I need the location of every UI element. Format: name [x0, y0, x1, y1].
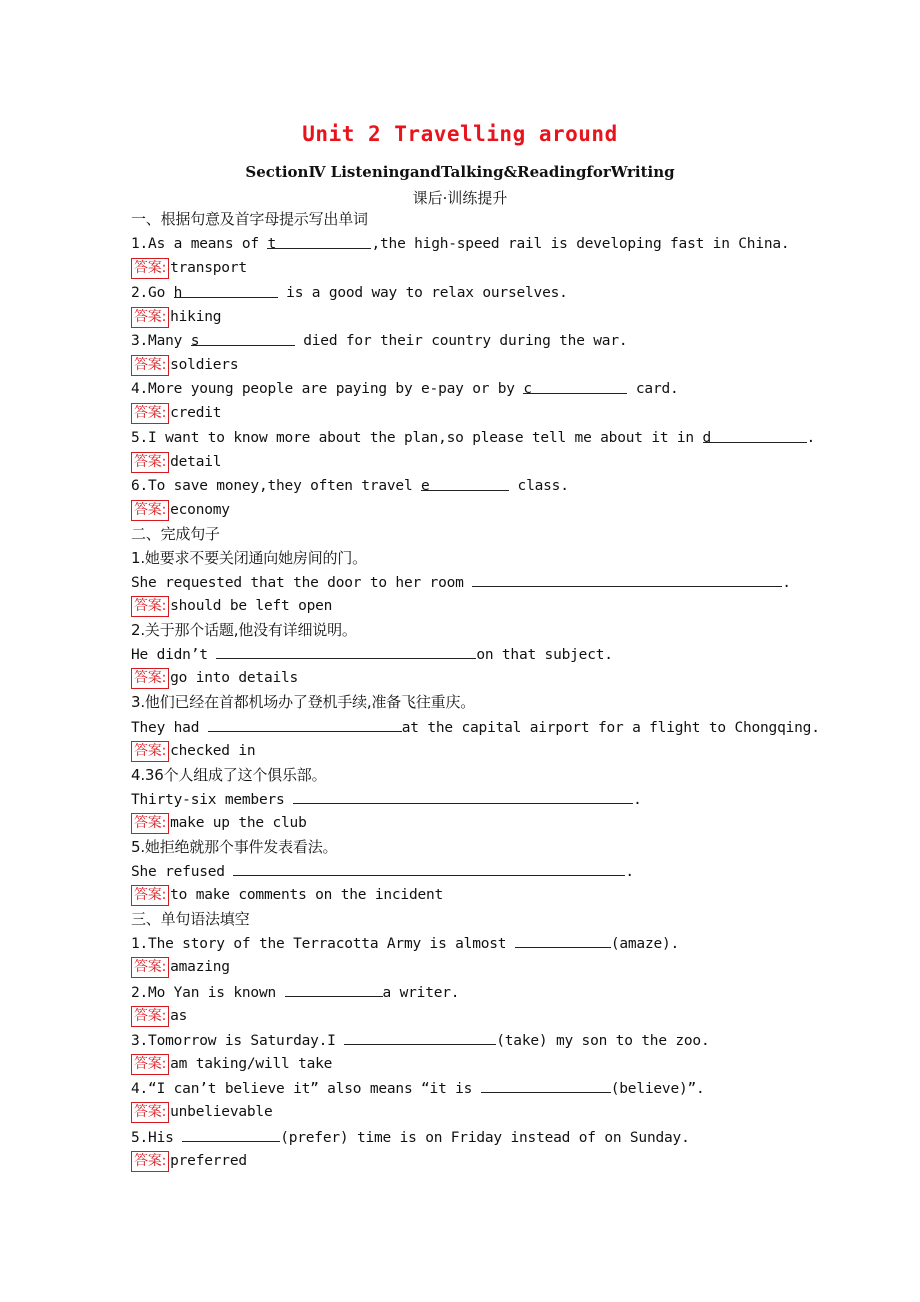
answer-text: economy — [170, 502, 230, 518]
answer-text: detail — [170, 454, 222, 470]
answer-text: am taking/will take — [170, 1056, 333, 1072]
answer-blank[interactable] — [216, 643, 476, 659]
section3-heading: 三、单句语法填空 — [131, 910, 250, 928]
question: 1.As a means of t ,the high-speed rail is developing fast in China. — [131, 233, 789, 255]
answer-blank[interactable]: e — [421, 475, 509, 491]
answer-text: preferred — [170, 1153, 247, 1169]
answer-line — [131, 1053, 332, 1075]
answer-blank[interactable]: d — [703, 427, 807, 443]
answer-blank[interactable] — [515, 932, 611, 948]
answer-label: 答案: — [131, 500, 169, 521]
answer-blank[interactable] — [233, 860, 625, 876]
question: Thirty-six members . — [131, 788, 642, 810]
answer-blank[interactable] — [472, 571, 782, 587]
answer-line — [131, 1101, 272, 1123]
answer-label: 答案: — [131, 668, 169, 689]
chinese-prompt: 2.关于那个话题,他没有详细说明。 — [131, 621, 357, 639]
answer-label: 答案: — [131, 452, 169, 473]
question: 5.I want to know more about the plan,so please tell me about it in d . — [131, 427, 815, 449]
answer-label: 答案: — [131, 1006, 169, 1027]
answer-blank[interactable]: t — [267, 233, 371, 249]
answer-line — [131, 499, 230, 521]
answer-text: checked in — [170, 743, 256, 759]
answer-blank[interactable] — [182, 1126, 280, 1142]
answer-label: 答案: — [131, 355, 169, 376]
answer-label: 答案: — [131, 307, 169, 328]
answer-blank[interactable] — [293, 788, 633, 804]
answer-line — [131, 884, 443, 906]
answer-line — [131, 402, 221, 424]
question: 3.Tomorrow is Saturday.I (take) my son to the zoo. — [131, 1029, 710, 1051]
chinese-prompt: 1.她要求不要关闭通向她房间的门。 — [131, 549, 367, 567]
question: 2.Mo Yan is known a writer. — [131, 981, 459, 1003]
answer-label: 答案: — [131, 885, 169, 906]
answer-text: as — [170, 1008, 188, 1024]
question: He didn’t on that subject. — [131, 643, 613, 665]
answer-label: 答案: — [131, 1054, 169, 1075]
answer-label: 答案: — [131, 957, 169, 978]
answer-label: 答案: — [131, 403, 169, 424]
answer-label: 答案: — [131, 596, 169, 617]
section1-heading: 一、根据句意及首字母提示写出单词 — [131, 210, 368, 228]
answer-line — [131, 1005, 187, 1027]
answer-blank[interactable]: s — [191, 330, 295, 346]
answer-text: make up the club — [170, 815, 307, 831]
question: 6.To save money,they often travel e class. — [131, 475, 569, 497]
answer-text: transport — [170, 260, 247, 276]
answer-blank[interactable] — [285, 981, 383, 997]
answer-line — [131, 595, 332, 617]
chinese-prompt: 3.他们已经在首都机场办了登机手续,准备飞往重庆。 — [131, 693, 476, 711]
answer-text: go into details — [170, 670, 299, 686]
question: 3.Many s died for their country during the war. — [131, 330, 627, 352]
answer-label: 答案: — [131, 1102, 169, 1123]
answer-text: credit — [170, 405, 222, 421]
answer-label: 答案: — [131, 813, 169, 834]
answer-line — [131, 1150, 247, 1172]
answer-line — [131, 354, 238, 376]
question: 2.Go h is a good way to relax ourselves. — [131, 282, 568, 304]
question: She requested that the door to her room . — [131, 571, 791, 593]
answer-line — [131, 257, 247, 279]
answer-text: unbelievable — [170, 1104, 273, 1120]
question: 4.More young people are paying by e-pay or by c card. — [131, 378, 679, 400]
question: 4.“I can’t believe it” also means “it is (believe)”. — [131, 1077, 705, 1099]
answer-blank[interactable]: h — [174, 282, 278, 298]
chinese-prompt: 4.36个人组成了这个俱乐部。 — [131, 766, 327, 784]
exercise-subtitle: 课后·训练提升 — [412, 189, 508, 207]
answer-blank[interactable] — [344, 1029, 496, 1045]
section2-heading: 二、完成句子 — [131, 525, 220, 543]
answer-label: 答案: — [131, 258, 169, 279]
answer-line — [131, 956, 230, 978]
answer-line — [131, 812, 307, 834]
chinese-prompt: 5.她拒绝就那个事件发表看法。 — [131, 838, 338, 856]
answer-text: hiking — [170, 309, 222, 325]
answer-label: 答案: — [131, 741, 169, 762]
section-subtitle: SectionⅣ ListeningandTalking&ReadingforWriting — [245, 163, 675, 181]
answer-blank[interactable] — [208, 716, 402, 732]
answer-label: 答案: — [131, 1151, 169, 1172]
answer-line — [131, 306, 221, 328]
answer-line — [131, 740, 255, 762]
question: They had at the capital airport for a flight to Chongqing. — [131, 716, 820, 738]
answer-blank[interactable]: c — [523, 378, 627, 394]
question: She refused . — [131, 860, 634, 882]
answer-line — [131, 667, 298, 689]
answer-text: should be left open — [170, 598, 333, 614]
answer-line — [131, 451, 221, 473]
answer-text: amazing — [170, 959, 230, 975]
answer-blank[interactable] — [481, 1077, 611, 1093]
question: 1.The story of the Terracotta Army is almost (amaze). — [131, 932, 679, 954]
answer-text: to make comments on the incident — [170, 887, 444, 903]
page-title: Unit 2 Travelling around — [302, 122, 618, 146]
question: 5.His (prefer) time is on Friday instead of on Sunday. — [131, 1126, 690, 1148]
answer-text: soldiers — [170, 357, 239, 373]
